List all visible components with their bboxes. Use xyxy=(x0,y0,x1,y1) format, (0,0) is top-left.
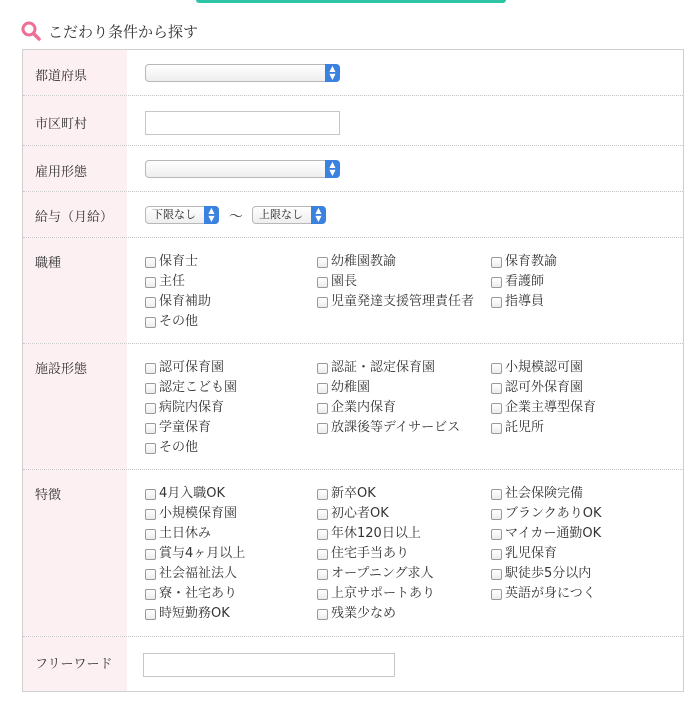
checkbox[interactable] xyxy=(317,509,328,520)
checkbox-option[interactable] xyxy=(317,270,357,289)
checkbox-option[interactable] xyxy=(145,270,185,289)
checkbox-option[interactable] xyxy=(145,582,237,601)
checkbox[interactable] xyxy=(491,423,502,434)
checkbox-label: 住宅手当あり xyxy=(331,546,410,561)
checkbox[interactable] xyxy=(145,257,156,268)
checkbox-label: 幼稚園 xyxy=(331,380,371,395)
checkbox-label: 認証・認定保育園 xyxy=(331,360,436,375)
checkbox[interactable] xyxy=(317,529,328,540)
checkbox[interactable] xyxy=(491,383,502,394)
checkbox-label: 指導員 xyxy=(505,294,545,309)
checkbox-option[interactable] xyxy=(145,250,198,269)
checkbox[interactable] xyxy=(317,423,328,434)
top-accent-strip xyxy=(196,0,506,3)
checkbox[interactable] xyxy=(145,317,156,328)
checkbox[interactable] xyxy=(317,403,328,414)
checkbox-option[interactable] xyxy=(317,502,389,521)
checkbox[interactable] xyxy=(145,403,156,414)
row-keyword xyxy=(23,637,683,691)
row-features xyxy=(23,470,683,637)
checkbox-label: 年休120日以上 xyxy=(331,526,421,541)
checkbox-label: 新卒OK xyxy=(331,486,376,501)
checkbox[interactable] xyxy=(317,489,328,500)
checkbox-label: 主任 xyxy=(159,274,186,289)
checkbox[interactable] xyxy=(491,589,502,600)
checkbox-label: 小規模保育園 xyxy=(159,506,238,521)
checkbox-label: 駅徒歩5分以内 xyxy=(505,566,592,581)
checkbox-option[interactable] xyxy=(317,396,396,415)
checkbox-option[interactable] xyxy=(491,396,596,415)
checkbox-label: 園長 xyxy=(331,274,358,289)
city-input[interactable] xyxy=(145,111,340,135)
page-title: こだわり条件から探す xyxy=(48,22,199,41)
employment-type-select[interactable] xyxy=(145,160,340,178)
checkbox[interactable] xyxy=(145,277,156,288)
checkbox[interactable] xyxy=(491,509,502,520)
salary-min-select[interactable]: 下限なし ▲ ▼ xyxy=(145,206,219,224)
job-type-options xyxy=(127,238,683,343)
checkbox[interactable] xyxy=(145,569,156,580)
checkbox-option[interactable] xyxy=(317,582,435,601)
checkbox-label: 認可保育園 xyxy=(159,360,225,375)
checkbox-option[interactable] xyxy=(491,270,544,289)
checkbox-label: 託児所 xyxy=(505,420,545,435)
checkbox-option[interactable] xyxy=(145,482,225,501)
checkbox-label: 放課後等デイサービス xyxy=(331,420,461,435)
checkbox-option[interactable] xyxy=(317,376,370,395)
checkbox-option[interactable] xyxy=(317,290,474,309)
checkbox-option[interactable] xyxy=(491,522,601,541)
checkbox-option[interactable] xyxy=(491,562,591,581)
feature-options xyxy=(127,470,683,636)
checkbox-option[interactable] xyxy=(491,416,544,435)
checkbox[interactable] xyxy=(491,277,502,288)
row-city xyxy=(23,96,683,146)
checkbox-option[interactable] xyxy=(491,502,602,521)
prefecture-label: 都道府県 xyxy=(23,50,127,95)
keyword-input[interactable] xyxy=(143,653,395,677)
checkbox-label: 4月入職OK xyxy=(159,486,226,501)
checkbox[interactable] xyxy=(491,549,502,560)
checkbox-label: 保育士 xyxy=(159,254,199,269)
checkbox-label: ブランクありOK xyxy=(505,506,602,521)
checkbox-label: 保育教諭 xyxy=(505,254,558,269)
salary-max-select[interactable]: 上限なし ▲ ▼ xyxy=(252,206,326,224)
checkbox-option[interactable] xyxy=(145,356,224,375)
checkbox[interactable] xyxy=(145,297,156,308)
checkbox[interactable] xyxy=(491,257,502,268)
chevron-updown-icon: ▲ ▼ xyxy=(311,206,326,224)
chevron-updown-icon: ▲ ▼ xyxy=(204,206,219,224)
checkbox[interactable] xyxy=(145,609,156,620)
search-icon xyxy=(20,20,42,42)
range-separator: 〜 xyxy=(229,209,243,225)
checkbox[interactable] xyxy=(145,509,156,520)
checkbox-label: 寮・社宅あり xyxy=(159,586,238,601)
checkbox-label: 社会福祉法人 xyxy=(159,566,238,581)
checkbox[interactable] xyxy=(145,589,156,600)
checkbox[interactable] xyxy=(145,443,156,454)
checkbox[interactable] xyxy=(491,529,502,540)
checkbox-label: 乳児保育 xyxy=(505,546,558,561)
checkbox-label: 児童発達支援管理責任者 xyxy=(331,294,475,309)
checkbox-option[interactable] xyxy=(317,562,433,581)
checkbox-option[interactable] xyxy=(145,290,211,309)
chevron-updown-icon: ▲ ▼ xyxy=(325,160,340,178)
features-label: 特徴 xyxy=(23,470,127,636)
checkbox-option[interactable] xyxy=(317,522,421,541)
checkbox-label: 病院内保育 xyxy=(159,400,225,415)
checkbox-option[interactable] xyxy=(317,602,396,621)
checkbox-option[interactable] xyxy=(491,250,557,269)
checkbox-label: 賞与4ヶ月以上 xyxy=(159,546,246,561)
checkbox[interactable] xyxy=(317,297,328,308)
checkbox-label: 学童保育 xyxy=(159,420,212,435)
checkbox[interactable] xyxy=(491,403,502,414)
checkbox-label: 社会保険完備 xyxy=(505,486,584,501)
row-facility-type xyxy=(23,344,683,470)
checkbox-option[interactable] xyxy=(491,356,583,375)
checkbox-label: 保育補助 xyxy=(159,294,212,309)
checkbox-label: オープニング求人 xyxy=(331,566,434,581)
checkbox[interactable] xyxy=(317,569,328,580)
chevron-updown-icon: ▲ ▼ xyxy=(325,64,340,82)
section-heading xyxy=(20,18,198,44)
city-label: 市区町村 xyxy=(23,96,127,145)
checkbox-option[interactable] xyxy=(145,376,237,395)
checkbox[interactable] xyxy=(145,529,156,540)
checkbox-label: 時短勤務OK xyxy=(159,606,230,621)
checkbox[interactable] xyxy=(145,549,156,560)
checkbox[interactable] xyxy=(317,549,328,560)
checkbox-option[interactable] xyxy=(145,396,224,415)
checkbox[interactable] xyxy=(491,569,502,580)
checkbox-option[interactable] xyxy=(491,376,583,395)
checkbox-option[interactable] xyxy=(145,522,211,541)
checkbox-label: 企業内保育 xyxy=(331,400,397,415)
checkbox-option[interactable] xyxy=(317,542,409,561)
checkbox-option[interactable] xyxy=(491,582,596,601)
checkbox-label: 初心者OK xyxy=(331,506,389,521)
checkbox-label: 土日休み xyxy=(159,526,212,541)
salary-label: 給与（月給） xyxy=(23,192,127,237)
checkbox[interactable] xyxy=(491,363,502,374)
checkbox[interactable] xyxy=(145,363,156,374)
checkbox-option[interactable] xyxy=(317,482,376,501)
row-job-type xyxy=(23,238,683,344)
employment-label: 雇用形態 xyxy=(23,146,127,191)
checkbox-option[interactable] xyxy=(491,542,557,561)
checkbox-label: 幼稚園教諭 xyxy=(331,254,397,269)
checkbox-label: 企業主導型保育 xyxy=(505,400,597,415)
checkbox-label: その他 xyxy=(159,314,199,329)
checkbox[interactable] xyxy=(317,609,328,620)
checkbox-label: 認定こども園 xyxy=(159,380,238,395)
checkbox-option[interactable] xyxy=(145,416,211,435)
checkbox-option[interactable] xyxy=(145,562,237,581)
checkbox-option[interactable] xyxy=(491,290,544,309)
checkbox-label: 上京サポートあり xyxy=(331,586,436,601)
row-prefecture xyxy=(23,50,683,96)
checkbox-label: 小規模認可園 xyxy=(505,360,584,375)
checkbox[interactable] xyxy=(317,363,328,374)
checkbox-label: 残業少なめ xyxy=(331,606,397,621)
checkbox-option[interactable] xyxy=(145,436,198,455)
facility-label: 施設形態 xyxy=(23,344,127,469)
row-employment-type xyxy=(23,146,683,192)
checkbox[interactable] xyxy=(317,383,328,394)
checkbox-option[interactable] xyxy=(317,416,460,435)
checkbox[interactable] xyxy=(491,297,502,308)
checkbox-option[interactable] xyxy=(145,602,230,621)
checkbox-label: その他 xyxy=(159,440,199,455)
checkbox[interactable] xyxy=(491,489,502,500)
job-type-label: 職種 xyxy=(23,238,127,343)
checkbox[interactable] xyxy=(145,423,156,434)
checkbox-label: 英語が身につく xyxy=(505,586,596,601)
keyword-label: フリーワード xyxy=(23,637,127,691)
checkbox-label: 認可外保育園 xyxy=(505,380,584,395)
checkbox-label: 看護師 xyxy=(505,274,545,289)
checkbox[interactable] xyxy=(145,383,156,394)
prefecture-select[interactable] xyxy=(145,64,340,82)
checkbox-option[interactable] xyxy=(491,482,583,501)
checkbox-option[interactable] xyxy=(145,542,245,561)
checkbox-label: マイカー通勤OK xyxy=(505,526,602,541)
checkbox-option[interactable] xyxy=(317,356,435,375)
checkbox-option[interactable] xyxy=(145,310,198,329)
checkbox[interactable] xyxy=(317,277,328,288)
checkbox-option[interactable] xyxy=(317,250,396,269)
checkbox[interactable] xyxy=(317,257,328,268)
facility-type-options xyxy=(127,344,683,469)
search-conditions-table xyxy=(22,49,684,692)
row-salary xyxy=(23,192,683,238)
checkbox[interactable] xyxy=(145,489,156,500)
checkbox-option[interactable] xyxy=(145,502,237,521)
checkbox[interactable] xyxy=(317,589,328,600)
